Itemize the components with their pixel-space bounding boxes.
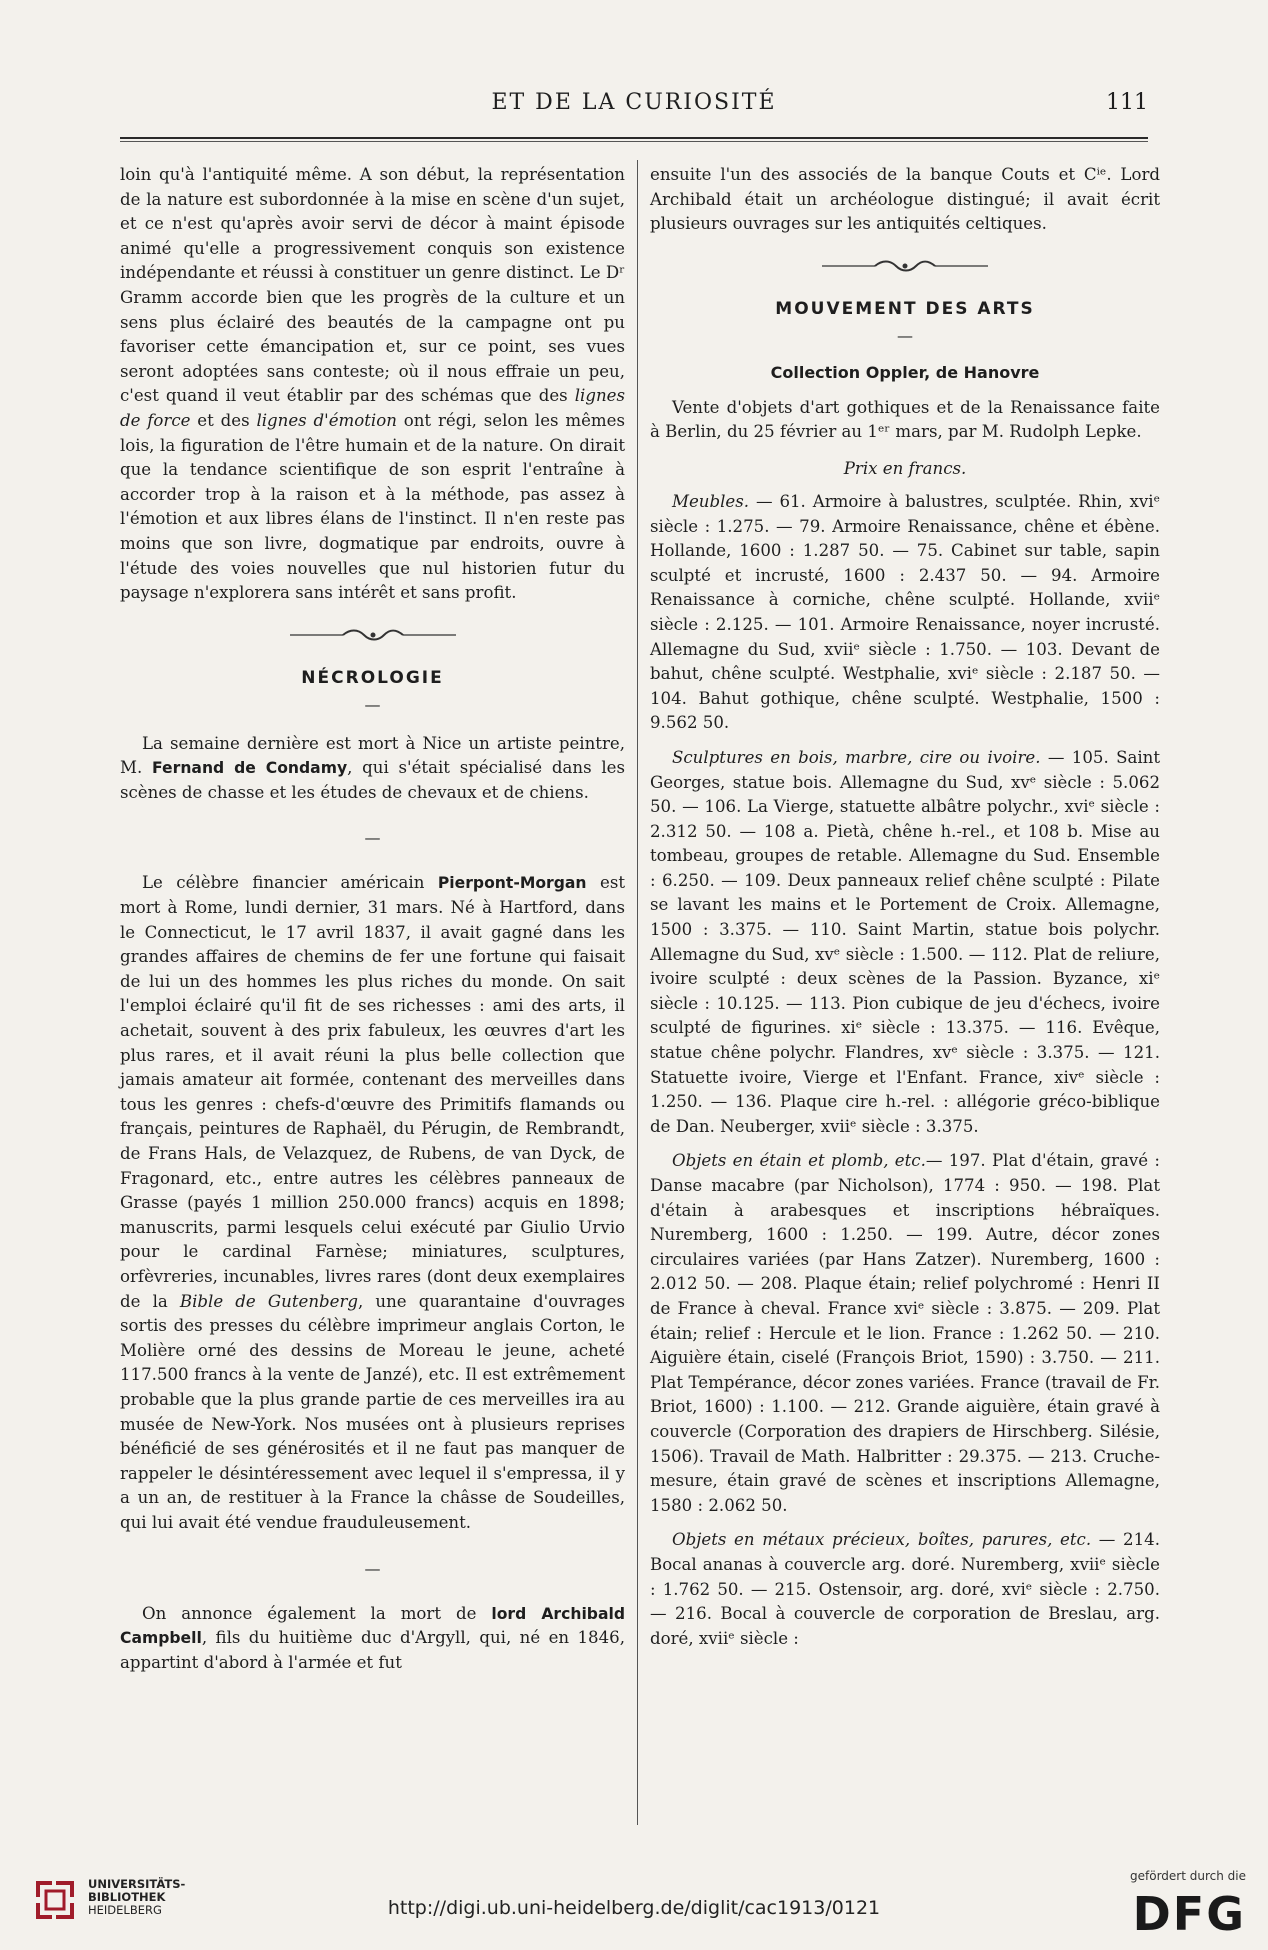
lot-meubles: Meubles. — 61. Armoire à balustres, sculptée. Rhin, xviᵉ siècle : 1.275. — 79. Armoire Renaissance, chêne et ébène. Hollande, 1600 : 1.287 50. — 75. Cabinet sur table, sapin sculpté et incrusté, 1600 : 2.437 50. — 94. Armoire Renaissance à corniche, chêne sculpté. Hollande, xviiᵉ siècle : 2.125. — 101. Armoire Renaissance, noyer incrusté. Allemagne du Sud, xviiᵉ siècle : 1.750. — 103. Devant de bahut, chêne sculpté. Westphalie, xviᵉ siècle : 2.187 50. — 104. Bahut gothique, chêne sculpté. Westphalie, 1500 : 9.562 50. [650, 491, 1160, 733]
obituary-campbell: On annonce également la mort de lord Archibald Campbell, fils du huitième duc d'Argyll, qui, né en 1846, appartint d'abord à l'armée et fut [120, 1603, 625, 1672]
funding-caption: gefördert durch die [1130, 1869, 1246, 1883]
collection-heading: Collection Oppler, de Hanovre [770, 362, 1040, 382]
header-rule-thin [120, 141, 1148, 142]
ornament-divider-right [820, 259, 990, 273]
prices-caption: Prix en francs. [843, 458, 967, 478]
lot-etain: Objets en étain et plomb, etc.— 197. Plat d'étain, gravé : Danse macabre (par Nicholson), 1774 : 950. — 198. Plat d'étain à arabesques et inscriptions hébraïques. Nuremberg, 1600 : 1.250. — 199. Autre, décor zones circulaires variées (par Hans Zatzer). Nuremberg, 1600 : 2.012 50. — 208. Plaque étain; relief polychromé : Henri II de France à cheval. France xviᵉ siècle : 3.875. — 209. Plat étain; relief : Hercule et le lion. France : 1.262 50. — 210. Aiguière étain, ciselé (François Briot, 1590) : 3.750. — 211. Plat Tempérance, décor zones variées. France (travail de Fr. Briot, 1600) : 1.100. — 212. Grande aiguière, étain gravé à couvercle (Corporation des drapiers de Hirschberg. Silésie, 1506). Travail de Math. Halbritter : 29.375. — 213. Cruche-mesure, étain gravé de scènes et inscriptions Allemagne, 1580 : 2.062 50. [650, 1151, 1160, 1515]
paragraph-landscape-review: loin qu'à l'antiquité même. A son début, la représentation de la nature est subordonnée à la mise en scène d'un sujet, et ce n'est qu'après avoir servi de décor à maint épisode animé qu'elle a progressivement conquis son existence indépendante et réussi à constituer un genre distinct. Le Dʳ Gramm accorde bien que les progrès de la culture et un sens plus éclairé des beautés de la campagne ont pu favoriser cette émancipation et, sur ce point, ses vues seront adoptées sans conteste; où il nous effraie un peu, c'est quand il veut établir par des schémas que des lignes de force et des lignes d'émotion ont régi, selon les mêmes lois, la figuration de l'être humain et de la nature. On dirait que la tendance scientifique de son esprit l'entraîne à accorder trop à la raison et à la méthode, pas assez à l'émotion et aux libres élans de l'instinct. Il n'en reste pas moins que son livre, dogmatique par endroits, ouvre à l'étude des voies nouvelles que nul historien futur du paysage n'explorera sans intérêt et sans profit. [120, 165, 625, 603]
necrologie-heading: NÉCROLOGIE [301, 667, 444, 688]
obituary-dash-1: — [364, 828, 381, 848]
page-number: 111 [1106, 90, 1148, 115]
dfg-logo: DFG [1132, 1887, 1246, 1941]
left-column [120, 163, 625, 1675]
university-library-name: UNIVERSITÄTS- BIBLIOTHEK HEIDELBERG [88, 1877, 186, 1917]
obituary-pierpont-morgan: Le célèbre financier américain Pierpont-Morgan est mort à Rome, lundi dernier, 31 mars. Né à Hartford, dans le Connecticut, le 17 avril 1837, il avait gagné dans les grandes affaires de chemins de fer une fortune qui faisait de lui un des hommes les plus riches du monde. On sait l'emploi éclairé qu'il fit de ses richesses : ami des arts, il achetait, souvent à des prix fabuleux, les œuvres d'art les plus rares, et il avait réuni la plus belle collection que jamais amateur ait formée, contenant des merveilles dans tous les genres : chefs-d'œuvre des Primitifs flamands ou français, peintures de Raphaël, du Pérugin, de Rembrandt, de Frans Hals, de Velazquez, de Rubens, de van Dyck, de Fragonard, etc., entre autres les célèbres panneaux de Grasse (payés 1 million 250.000 francs) acquis en 1898; manuscrits, parmi lesquels celui exécuté par Giulio Urvio pour le cardinal Farnèse; miniatures, sculptures, orfèvreries, incunables, livres rares (dont deux exemplaires de la Bible de Gutenberg, une quarantaine d'ouvrages sortis des presses du célèbre imprimeur anglais Corton, le Molière orné des dessins de Moreau le jeune, acheté 117.500 francs à la vente de Janzé), etc. Il est extrêmement probable que la plus grande partie de ces merveilles ira au musée de New-York. Nos musées ont à plusieurs reprises bénéficié de ses générosités et il ne faut pas manquer de rappeler le désintéressement avec lequel il s'empressa, il y a un an, de restituer à la France la châsse de Soudeilles, qui lui avait été vendue frauduleusement. [120, 873, 626, 1532]
header-rule [120, 137, 1148, 139]
section-dash-right: — [897, 325, 913, 345]
paragraph-campbell-continued: ensuite l'un des associés de la banque Couts et Cⁱᵉ. Lord Archibald était un archéologue distingué; il avait écrit plusieurs ouvrages sur les antiquités celtiques. [650, 165, 1160, 234]
lot-metaux: Objets en métaux précieux, boîtes, parures, etc. — 214. Bocal ananas à couvercle arg. doré. Nuremberg, xviiᵉ siècle : 1.762 50. — 215. Ostensoir, arg. doré, xviᵉ siècle : 2.750. — 216. Bocal à couvercle de corporation de Breslau, arg. doré, xviiᵉ siècle : [650, 1530, 1160, 1648]
column-divider [637, 160, 638, 1825]
section-dash: — [364, 694, 381, 714]
obituary-dash-2: — [364, 1558, 381, 1578]
lot-sculptures: Sculptures en bois, marbre, cire ou ivoire. — 105. Saint Georges, statue bois. Allemagne du Sud, xvᵉ siècle : 5.062 50. — 106. La Vierge, statuette albâtre polychr., xviᵉ siècle : 2.312 50. — 108 a. Pietà, chêne h.-rel., et 108 b. Mise au tombeau, groupes de retable. Allemagne du Sud. Ensemble : 6.250. — 109. Deux panneaux relief chêne sculpté : Pilate se lavant les mains et le Portement de Croix. Allemagne, 1500 : 3.375. — 110. Saint Martin, statue bois polychr. Allemagne du Sud, xvᵉ siècle : 1.500. — 112. Plat de reliure, ivoire sculpté : deux scènes de la Passion. Byzance, xiᵉ siècle : 10.125. — 113. Pion cubique de jeu d'échecs, ivoire sculpté de figurines. xiᵉ siècle : 13.375. — 116. Evêque, statue chêne polychr. Flandres, xvᵉ siècle : 3.375. — 121. Statuette ivoire, Vierge et l'Enfant. France, xivᵉ siècle : 1.250. — 136. Plaque cire h.-rel. : allégorie gréco-biblique de Dan. Neuberger, xviiᵉ siècle : 3.375. [650, 747, 1161, 1136]
mouvement-heading: MOUVEMENT DES ARTS [775, 298, 1035, 319]
ornament-divider [288, 628, 458, 642]
running-title: ET DE LA CURIOSITÉ [491, 90, 777, 115]
right-column [650, 163, 1160, 1651]
running-head [120, 90, 1148, 120]
sale-intro: Vente d'objets d'art gothiques et de la Renaissance faite à Berlin, du 25 février au 1ᵉʳ mars, par M. Rudolph Lepke. [650, 397, 1160, 442]
source-url-link[interactable]: http://digi.ub.uni-heidelberg.de/diglit/cac1913/0121 [387, 1897, 881, 1919]
obituary-condamy: La semaine dernière est mort à Nice un artiste peintre, M. Fernand de Condamy, qui s'était spécialisé dans les scènes de chasse et les études de chevaux et de chiens. [120, 733, 625, 802]
digitization-footer [0, 1855, 1268, 1950]
